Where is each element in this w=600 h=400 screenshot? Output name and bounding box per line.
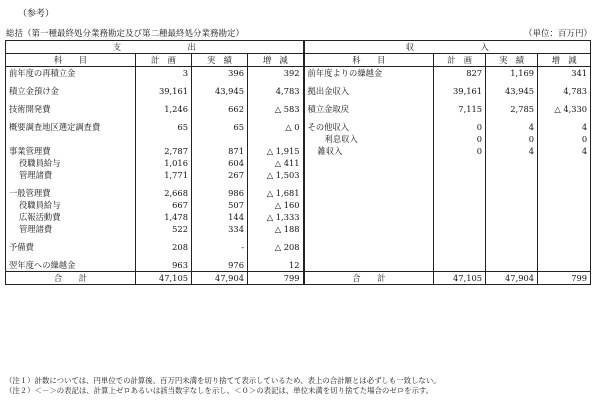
unit-label: （単位：百万円） [523, 29, 592, 39]
revenue-actual-cell: 2,785 [486, 103, 538, 115]
revenue-plan-cell: 0 [434, 133, 486, 145]
expenditure-plan-cell: 65 [136, 121, 192, 133]
expenditure-actual-cell: 65 [192, 121, 248, 133]
footnote-2: （注２）＜－＞の表記は、計算上ゼロあるいは該当数字なしを示し、＜０＞の表記は、単位未満を切り捨てた場合のゼロを示す。 [5, 386, 434, 395]
revenue-plan-cell [434, 211, 486, 223]
revenue-actual-cell [486, 157, 538, 169]
revenue-actual-cell: 1,169 [486, 67, 538, 80]
revenue-actual-cell [486, 211, 538, 223]
summary-table [5, 40, 591, 285]
expenditure-plan-cell [136, 133, 192, 145]
revenue-item-cell: 前年度よりの繰越金 [304, 67, 434, 80]
revenue-header: 収 入 [304, 41, 591, 54]
revenue-diff-cell [538, 199, 591, 211]
expenditure-plan-cell: 208 [136, 241, 192, 253]
expenditure-actual-cell [192, 133, 248, 145]
expenditure-plan-cell: 963 [136, 259, 192, 272]
expenditure-actual-cell: 144 [192, 211, 248, 223]
revenue-diff-cell: 4 [538, 121, 591, 133]
expenditure-diff-cell: △ 1,681 [248, 187, 304, 199]
revenue-actual-cell [486, 241, 538, 253]
revenue-diff-cell [538, 241, 591, 253]
revenue-actual-cell: 4 [486, 121, 538, 133]
expenditure-diff-cell: 12 [248, 259, 304, 272]
total-label: 合 計 [6, 272, 136, 285]
expenditure-diff-cell: △ 160 [248, 199, 304, 211]
footnote-1: （注１）計数については、円単位での計算後、百万円未満を切り捨てて表示しているため、表上の合計額とは必ずしも一致しない。 [5, 376, 441, 385]
expenditure-plan-cell: 39,161 [136, 85, 192, 97]
table-row [6, 169, 591, 181]
expenditure-plan-cell: 2,668 [136, 187, 192, 199]
revenue-diff-cell [538, 187, 591, 199]
total-plan: 47,105 [434, 272, 486, 285]
revenue-item-cell: 雑収入 [304, 145, 434, 157]
revenue-item-cell: 拠出金収入 [304, 85, 434, 97]
expenditure-diff-cell [248, 133, 304, 145]
expenditure-item-cell: 前年度の再積立金 [6, 67, 136, 80]
expenditure-diff-cell: △ 1,333 [248, 211, 304, 223]
expenditure-item-cell: 翌年度への繰越金 [6, 259, 136, 272]
footnotes [5, 376, 441, 396]
reference-label: （参考） [18, 9, 55, 19]
revenue-actual-cell [486, 187, 538, 199]
revenue-actual-cell [486, 259, 538, 272]
revenue-actual-cell [486, 169, 538, 181]
table-row [6, 199, 591, 211]
revenue-plan-cell [434, 157, 486, 169]
revenue-item-cell [304, 169, 434, 181]
actual-header: 実 績 [486, 54, 538, 67]
expenditure-plan-cell: 1,016 [136, 157, 192, 169]
revenue-plan-cell: 0 [434, 121, 486, 133]
table-row [6, 103, 591, 115]
revenue-plan-cell [434, 241, 486, 253]
column-header-row [6, 54, 591, 67]
diff-header: 増 減 [248, 54, 304, 67]
revenue-diff-cell [538, 223, 591, 235]
expenditure-item-cell: 管理諸費 [6, 223, 136, 235]
revenue-diff-cell [538, 169, 591, 181]
revenue-item-cell [304, 157, 434, 169]
item-header: 科 目 [304, 54, 434, 67]
table-row [6, 157, 591, 169]
expenditure-actual-cell: 986 [192, 187, 248, 199]
revenue-actual-cell [486, 199, 538, 211]
section-header-row [6, 41, 591, 54]
table-row [6, 67, 591, 80]
expenditure-plan-cell: 667 [136, 199, 192, 211]
expenditure-diff-cell: △ 208 [248, 241, 304, 253]
expenditure-diff-cell: △ 411 [248, 157, 304, 169]
revenue-item-cell: 積立金取戻 [304, 103, 434, 115]
expenditure-actual-cell: 396 [192, 67, 248, 80]
expenditure-item-cell: 一般管理費 [6, 187, 136, 199]
total-label: 合 計 [304, 272, 434, 285]
total-plan: 47,105 [136, 272, 192, 285]
revenue-item-cell [304, 259, 434, 272]
table-row [6, 241, 591, 253]
expenditure-actual-cell: 507 [192, 199, 248, 211]
expenditure-diff-cell: 4,783 [248, 85, 304, 97]
expenditure-item-cell: 管理諸費 [6, 169, 136, 181]
revenue-actual-cell: 0 [486, 133, 538, 145]
revenue-item-cell [304, 211, 434, 223]
revenue-diff-cell: 4 [538, 145, 591, 157]
expenditure-header: 支 出 [6, 41, 304, 54]
expenditure-item-cell: 広報活動費 [6, 211, 136, 223]
revenue-plan-cell: 0 [434, 145, 486, 157]
actual-header: 実 績 [192, 54, 248, 67]
total-actual: 47,904 [486, 272, 538, 285]
revenue-item-cell: その他収入 [304, 121, 434, 133]
revenue-plan-cell [434, 187, 486, 199]
expenditure-actual-cell: 43,945 [192, 85, 248, 97]
table-row [6, 133, 591, 145]
revenue-item-cell [304, 241, 434, 253]
revenue-plan-cell [434, 169, 486, 181]
plan-header: 計 画 [434, 54, 486, 67]
revenue-diff-cell [538, 259, 591, 272]
table-row [6, 223, 591, 235]
expenditure-diff-cell: △ 188 [248, 223, 304, 235]
table-row [6, 259, 591, 272]
expenditure-item-cell [6, 133, 136, 145]
expenditure-actual-cell: 334 [192, 223, 248, 235]
revenue-diff-cell: △ 4,330 [538, 103, 591, 115]
expenditure-actual-cell: 267 [192, 169, 248, 181]
table-row [6, 187, 591, 199]
revenue-diff-cell [538, 157, 591, 169]
expenditure-item-cell: 役職員給与 [6, 199, 136, 211]
expenditure-item-cell: 技術開発費 [6, 103, 136, 115]
expenditure-actual-cell: 976 [192, 259, 248, 272]
expenditure-diff-cell: △ 1,915 [248, 145, 304, 157]
revenue-item-cell [304, 199, 434, 211]
revenue-diff-cell: 4,783 [538, 85, 591, 97]
table-row [6, 211, 591, 223]
revenue-actual-cell: 4 [486, 145, 538, 157]
expenditure-diff-cell: △ 0 [248, 121, 304, 133]
revenue-actual-cell [486, 223, 538, 235]
total-row [6, 272, 591, 285]
expenditure-actual-cell: 662 [192, 103, 248, 115]
total-diff: 799 [538, 272, 591, 285]
expenditure-actual-cell: - [192, 241, 248, 253]
expenditure-diff-cell: △ 1,503 [248, 169, 304, 181]
expenditure-actual-cell: 871 [192, 145, 248, 157]
revenue-item-cell [304, 223, 434, 235]
item-header: 科 目 [6, 54, 136, 67]
expenditure-plan-cell: 522 [136, 223, 192, 235]
revenue-diff-cell: 341 [538, 67, 591, 80]
expenditure-diff-cell: △ 583 [248, 103, 304, 115]
revenue-item-cell: 利息収入 [304, 133, 434, 145]
expenditure-plan-cell: 2,787 [136, 145, 192, 157]
plan-header: 計 画 [136, 54, 192, 67]
table-row [6, 121, 591, 133]
revenue-plan-cell [434, 199, 486, 211]
revenue-diff-cell [538, 211, 591, 223]
expenditure-item-cell: 役職員給与 [6, 157, 136, 169]
revenue-plan-cell: 7,115 [434, 103, 486, 115]
table-row [6, 85, 591, 97]
revenue-diff-cell: 0 [538, 133, 591, 145]
expenditure-item-cell: 予備費 [6, 241, 136, 253]
expenditure-plan-cell: 1,771 [136, 169, 192, 181]
diff-header: 増 減 [538, 54, 591, 67]
expenditure-item-cell: 事業管理費 [6, 145, 136, 157]
table-row [6, 145, 591, 157]
expenditure-plan-cell: 1,246 [136, 103, 192, 115]
revenue-plan-cell [434, 223, 486, 235]
revenue-item-cell [304, 187, 434, 199]
expenditure-actual-cell: 604 [192, 157, 248, 169]
total-diff: 799 [248, 272, 304, 285]
revenue-actual-cell: 43,945 [486, 85, 538, 97]
revenue-plan-cell [434, 259, 486, 272]
expenditure-plan-cell: 3 [136, 67, 192, 80]
expenditure-item-cell: 概要調査地区選定調査費 [6, 121, 136, 133]
expenditure-plan-cell: 1,478 [136, 211, 192, 223]
expenditure-item-cell: 積立金預け金 [6, 85, 136, 97]
total-actual: 47,904 [192, 272, 248, 285]
expenditure-diff-cell: 392 [248, 67, 304, 80]
table-caption: 総括（第一種最終処分業務勘定及び第二種最終処分業務勘定） [6, 29, 245, 39]
revenue-plan-cell: 827 [434, 67, 486, 80]
revenue-plan-cell: 39,161 [434, 85, 486, 97]
